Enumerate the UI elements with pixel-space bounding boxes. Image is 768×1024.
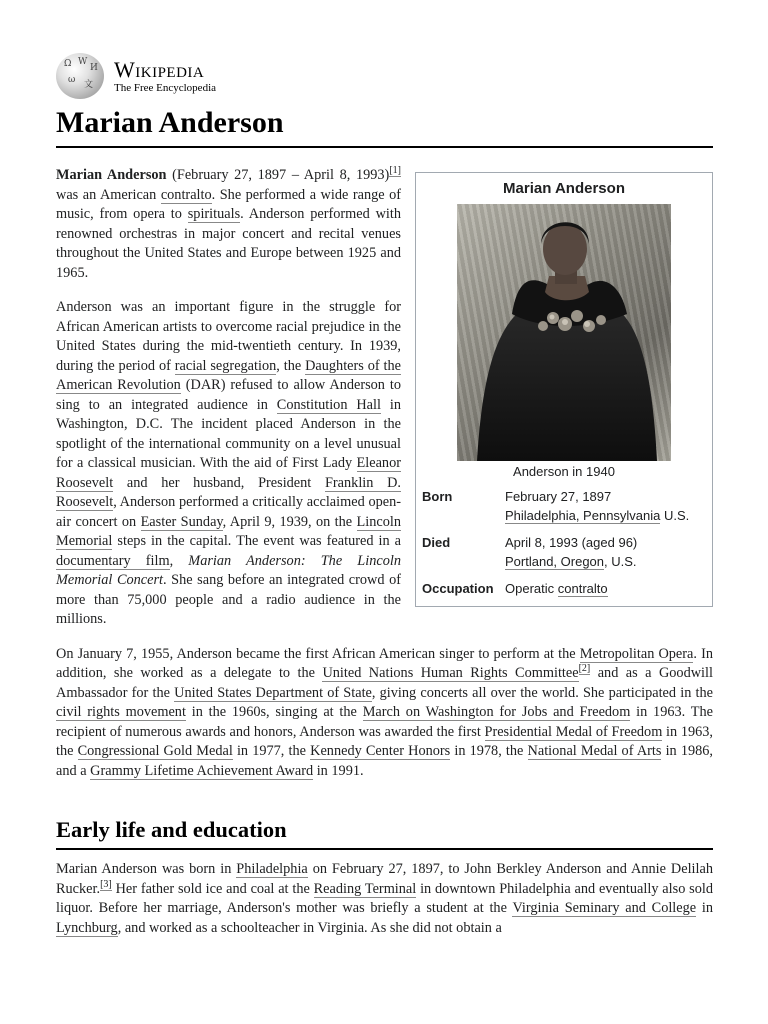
born-value: February 27, 1897 Philadelphia, Pennsylvania U.S. — [505, 489, 690, 523]
link-congressional-gold-medal[interactable]: Congressional Gold Medal — [77, 743, 233, 759]
link-national-medal-arts[interactable]: National Medal of Arts — [527, 743, 662, 759]
infobox — [415, 172, 713, 607]
section-heading-early-life: Early life and education — [56, 815, 713, 850]
infobox-row-born — [416, 485, 712, 527]
died-value: April 8, 1993 (aged 96) Portland, Oregon, U.S. — [505, 535, 638, 569]
occupation-label: Occupation — [422, 581, 494, 596]
link-documentary-film[interactable]: documentary film — [56, 552, 170, 569]
wikipedia-logo[interactable] — [56, 52, 713, 100]
link-spirituals[interactable]: spirituals — [187, 206, 241, 222]
wordmark — [114, 56, 217, 94]
wordmark-title: Wikipedia — [114, 56, 205, 82]
link-civil-rights-movement[interactable]: civil rights movement — [56, 704, 186, 720]
portrait-photo[interactable] — [457, 204, 671, 461]
photo-caption: Anderson in 1940 — [513, 464, 615, 479]
link-metropolitan-opera[interactable]: Metropolitan Opera — [579, 645, 694, 662]
born-label: Born — [422, 489, 453, 504]
link-march-on-washington[interactable]: March on Washington for Jobs and Freedom — [362, 704, 631, 720]
died-label: Died — [422, 535, 451, 550]
infobox-title: Marian Anderson — [503, 180, 625, 197]
wordmark-tagline: The Free Encyclopedia — [114, 81, 217, 94]
portrait-illustration — [457, 204, 671, 461]
infobox-row-died — [416, 531, 712, 573]
paragraph-civil-rights: Anderson was an important figure in the struggle for African American artists to overcome racial prejudice in the United States during the mid-twentieth century. In 1939, during the period of racial segregation, the Daughters of the American Revolution (DAR) refused to allow Anderson to sing to an integrated audience in Constitution Hall in Washington, D.C. The incident placed Anderson in the spotlight of the international community on a level unusual for a classical musician. With the aid of First Lady Eleanor Roosevelt and her husband, President Franklin D. Roosevelt, Anderson performed a critically acclaimed open-air concert on Easter Sunday, April 9, 1939, on the Lincoln Memorial steps in the capital. The event was featured in a documentary film, Marian Anderson: The Lincoln Memorial Concert. She sang before an integrated crowd of more than 75,000 people and a radio audience in the millions. — [56, 299, 402, 627]
link-virginia-seminary[interactable]: Virginia Seminary and College — [512, 900, 697, 916]
link-dar[interactable]: Daughters of the American Revolution — [56, 357, 401, 393]
link-lynchburg[interactable]: Lynchburg — [56, 919, 118, 936]
occupation-value: Operatic contralto — [505, 581, 608, 596]
link-philadelphia[interactable]: Philadelphia — [236, 861, 308, 877]
occupation-link[interactable]: contralto — [557, 581, 608, 596]
link-state-department[interactable]: United States Department of State — [174, 684, 372, 701]
born-place-link[interactable]: Philadelphia, Pennsylvania — [505, 508, 661, 523]
citation-3[interactable]: [3] — [100, 878, 112, 890]
link-presidential-medal[interactable]: Presidential Medal of Freedom — [484, 723, 663, 740]
citation-1[interactable]: [1] — [389, 165, 401, 177]
paragraph-early-life: Marian Anderson was born in Philadelphia on February 27, 1897, to John Berkley Anderson and Annie Delilah Rucker.[3] Her father sold ice and coal at the Reading Terminal in downtown Philadelphia and eventually also sold liquor. Before her marriage, Anderson's mother was briefly a student at the Virginia Seminary and College in Lynchburg, and worked as a schoolteacher in Virginia. As she did not obtain a — [56, 861, 713, 936]
died-place-link[interactable]: Portland, Oregon — [505, 554, 605, 569]
link-reading-terminal[interactable]: Reading Terminal — [313, 880, 417, 897]
paragraph-intro: Marian Anderson (February 27, 1897 – April 8, 1993)[1] was an American contralto. She performed a wide range of music, from opera to spirituals. Anderson performed with renowned orchestras in major concert and recital venues throughout the United States and Europe between 1925 and 1965. — [56, 165, 401, 281]
film-title: Marian Anderson: The Lincoln Memorial Concert — [56, 552, 401, 588]
link-franklin-roosevelt[interactable]: Franklin D. Roosevelt — [56, 474, 402, 510]
infobox-row-occupation — [416, 577, 712, 600]
link-lincoln-memorial[interactable]: Lincoln Memorial — [56, 513, 401, 549]
link-racial-segregation[interactable]: racial segregation — [174, 357, 277, 374]
citation-2[interactable]: [2] — [578, 663, 591, 675]
page — [56, 52, 713, 953]
subject-name: Marian Anderson — [56, 167, 167, 183]
link-kennedy-center[interactable]: Kennedy Center Honors — [310, 743, 451, 759]
page-title: Marian Anderson — [56, 104, 713, 148]
link-contralto[interactable]: contralto — [160, 186, 212, 203]
link-grammy-award[interactable]: Grammy Lifetime Achievement Award — [90, 762, 314, 779]
link-constitution-hall[interactable]: Constitution Hall — [276, 396, 381, 413]
article-body — [56, 166, 713, 938]
wikipedia-globe-icon: Ω W И ω 文 — [56, 53, 104, 99]
paragraph-career: On January 7, 1955, Anderson became the first African American singer to perform at the Metropolitan Opera. In addition, she worked as a delegate to the United Nations Human Rights Committee[2] and as a Goodwill Ambassador for the United States Department of State, giving concerts all over the world. She participated in the civil rights movement in the 1960s, singing at the March on Washington for Jobs and Freedom in 1963. The recipient of numerous awards and honors, Anderson was awarded the first Presidential Medal of Freedom in 1963, the Congressional Gold Medal in 1977, the Kennedy Center Honors in 1978, the National Medal of Arts in 1986, and a Grammy Lifetime Achievement Award in 1991. — [56, 645, 713, 779]
link-easter-sunday[interactable]: Easter Sunday — [140, 513, 223, 530]
link-un-human-rights[interactable]: United Nations Human Rights Committee — [322, 665, 579, 681]
link-eleanor-roosevelt[interactable]: Eleanor Roosevelt — [56, 455, 401, 491]
